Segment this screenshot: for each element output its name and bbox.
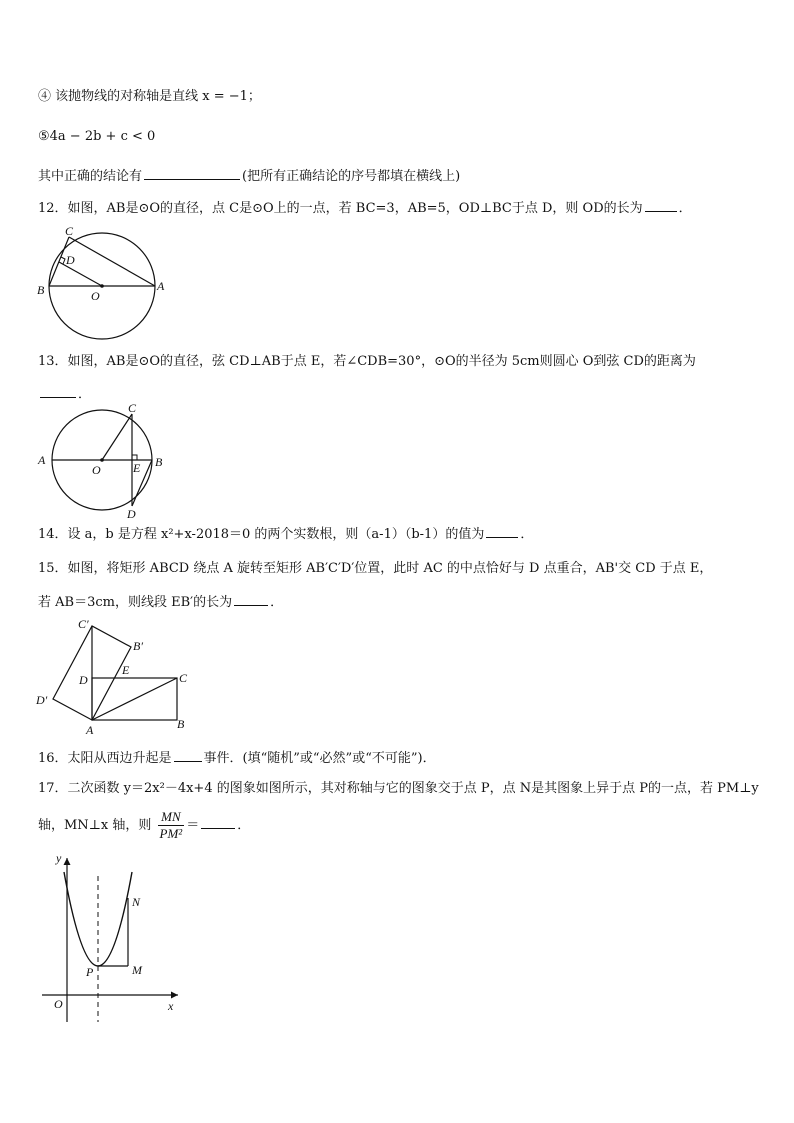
question-16	[38, 748, 436, 768]
question-16-end: 事件．(填“随机”或“必然”或“不可能”)．	[203, 751, 436, 766]
question-12-end: ．	[678, 201, 692, 216]
label-x: x	[168, 999, 174, 1013]
question-15-text: 若 AB＝3cm，则线段 EB′的长为	[38, 595, 233, 610]
fraction	[158, 809, 185, 842]
chord-ca	[69, 237, 155, 286]
label-a: A	[86, 723, 94, 737]
answer-blank	[486, 524, 518, 538]
label-b: B	[155, 455, 163, 469]
label-a: A	[38, 453, 46, 467]
question-15: 15．如图，将矩形 ABCD 绕点 A 旋转至矩形 AB′C′D′位置，此时 AC 的中点恰好与 D 点重合，AB'交 CD 于点 E，	[38, 561, 713, 576]
label-c-prime: C′	[78, 617, 89, 631]
question-15-end: ．	[270, 595, 284, 610]
center-point	[100, 458, 104, 462]
label-d: D	[127, 507, 136, 521]
answer-blank	[645, 198, 677, 212]
diagonal-ac	[92, 678, 177, 720]
label-y: y	[56, 851, 62, 865]
label-n: N	[132, 895, 141, 909]
conclusion-prefix: 其中正确的结论有	[38, 169, 143, 184]
label-c: C	[65, 224, 74, 238]
label-o: O	[91, 289, 100, 303]
label-b: B	[177, 717, 185, 731]
label-a: A	[157, 279, 165, 293]
label-b-prime: B′	[133, 639, 143, 653]
label-d: D	[79, 673, 88, 687]
label-b: B	[37, 283, 45, 297]
label-o: O	[92, 463, 101, 477]
answer-blank	[201, 815, 235, 829]
label-p: P	[86, 965, 94, 979]
label-d: D	[66, 253, 75, 267]
conclusion-suffix: (把所有正确结论的序号都填在横线上)	[242, 169, 461, 184]
label-c: C	[179, 671, 188, 685]
question-16-text: 16．太阳从西边升起是	[38, 751, 172, 766]
radius-oc	[102, 414, 132, 460]
label-o: O	[54, 997, 63, 1011]
answer-blank	[144, 166, 240, 180]
question-12	[38, 198, 692, 218]
question-15-line2	[38, 592, 283, 612]
question-12-text: 12．如图，AB是⊙O的直径，点 C是⊙O上的一点，若 BC=3，AB=5，OD⊥BC于点 D，则 OD的长为	[38, 201, 643, 216]
figure-q13	[38, 401, 168, 521]
question-14-end: ．	[520, 527, 534, 542]
question-17-line2	[38, 808, 250, 844]
fraction-denominator: PM²	[159, 826, 183, 841]
label-d-prime: D′	[36, 693, 48, 707]
figure-q15	[36, 614, 206, 737]
question-17: 17．二次函数 y＝2x²－4x+4 的图象如图所示，其对称轴与它的图象交于点 P，点 N是其图象上异于点 P的一点，若 PM⊥y	[38, 781, 759, 796]
equals-sign: ＝	[186, 818, 200, 833]
answer-blank	[174, 748, 202, 762]
label-e: E	[122, 663, 130, 677]
figure-q12	[36, 226, 166, 346]
label-e: E	[133, 461, 141, 475]
figure-q17	[40, 850, 200, 1030]
question-13: 13．如图，AB是⊙O的直径，弦 CD⊥AB于点 E，若∠CDB=30°，⊙O的半径为 5cm则圆心 O到弦 CD的距离为	[38, 354, 696, 369]
center-point	[100, 284, 104, 288]
question-17-text: 轴，MN⊥x 轴，则	[38, 818, 152, 833]
answer-blank	[40, 384, 76, 398]
fraction-numerator: MN	[158, 809, 185, 826]
label-m: M	[132, 963, 142, 977]
statement-4: ④ 该抛物线的对称轴是直线 x = −1；	[38, 89, 261, 104]
question-14-text: 14．设 a，b 是方程 x²+x-2018＝0 的两个实数根，则（a-1）（b-1）的值为	[38, 527, 485, 542]
answer-blank	[234, 592, 268, 606]
statement-5: ⑤4a − 2b + c < 0	[38, 129, 156, 144]
right-angle-mark	[132, 455, 137, 460]
question-13-end: ．	[78, 387, 92, 402]
question-14	[38, 524, 533, 544]
label-c: C	[128, 401, 137, 415]
conclusion-line	[38, 166, 460, 186]
question-17-end: ．	[237, 818, 251, 833]
question-13-line2	[38, 384, 91, 404]
